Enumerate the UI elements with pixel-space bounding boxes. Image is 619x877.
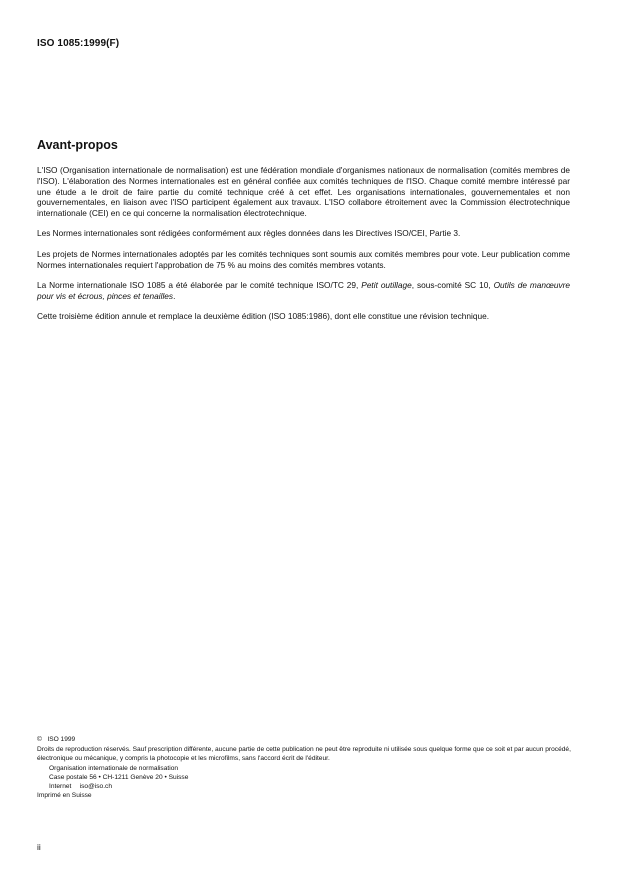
copyright-line <box>37 735 577 744</box>
publisher-address <box>49 764 577 792</box>
internet-label: Internet <box>49 783 72 791</box>
foreword-body <box>37 165 570 331</box>
copyright-footer <box>37 735 577 800</box>
page-number: ii <box>37 842 41 852</box>
organisation-name: Organisation internationale de normalisation <box>49 764 179 772</box>
subcommittee-name-italic: Outils de manœuvre pour vis et écrous, pinces et tenailles <box>37 279 570 301</box>
paragraph-committee <box>37 280 570 302</box>
section-title: Avant-propos <box>37 138 118 152</box>
copyright-year: ISO 1999 <box>47 736 76 743</box>
committee-text-3: . <box>173 290 176 301</box>
paragraph-voting: Les projets de Normes internationales adoptés par les comités techniques sont soumis aux comités membres pour vote. Leur publication comme Normes internationales requiert l'approbation de 75 % au moins des comités membres votants. <box>37 248 570 270</box>
committee-text-2: , sous-comité SC 10, <box>411 279 494 290</box>
paragraph-directives: Les Normes internationales sont rédigées conformément aux règles données dans les Directives ISO/CEI, Partie 3. <box>37 228 461 239</box>
printed-in: Imprimé en Suisse <box>37 792 92 800</box>
rights-notice: Droits de reproduction réservés. Sauf prescription différente, aucune partie de cette publication ne peut être reproduite ni utilisée sous quelque forme que ce soit et par aucun procédé, électronique ou mécanique, y compris la photocopie et les microfilms, sans l'accord écrit de l'éditeur. <box>37 746 571 763</box>
committee-text-1: La Norme internationale ISO 1085 a été élaborée par le comité technique ISO/TC 29, <box>37 279 362 290</box>
internet-line <box>49 782 577 791</box>
postal-address: Case postale 56 • CH-1211 Genève 20 • Suisse <box>49 773 189 781</box>
committee-name-italic: Petit outillage <box>361 279 412 290</box>
paragraph-organisation: L'ISO (Organisation internationale de normalisation) est une fédération mondiale d'organismes nationaux de normalisation (comités membres de l'ISO). L'élaboration des Normes internationales est en général confiée aux comités techniques de l'ISO. Chaque comité membre intéressé par une étude a le droit de faire partie du comité technique créé à cet effet. Les organisations internationales, gouvernementales et non gouvernementales, en liaison avec l'ISO participent également aux travaux. L'ISO collabore étroitement avec la Commission électrotechnique internationale (CEI) en ce qui concerne la normalisation électrotechnique. <box>37 165 570 219</box>
copyright-icon: © <box>37 736 42 743</box>
document-id: ISO 1085:1999(F) <box>37 38 120 49</box>
paragraph-edition: Cette troisième édition annule et remplace la deuxième édition (ISO 1085:1986), dont elle constitue une révision technique. <box>37 310 489 321</box>
email-address: iso@iso.ch <box>79 783 113 791</box>
